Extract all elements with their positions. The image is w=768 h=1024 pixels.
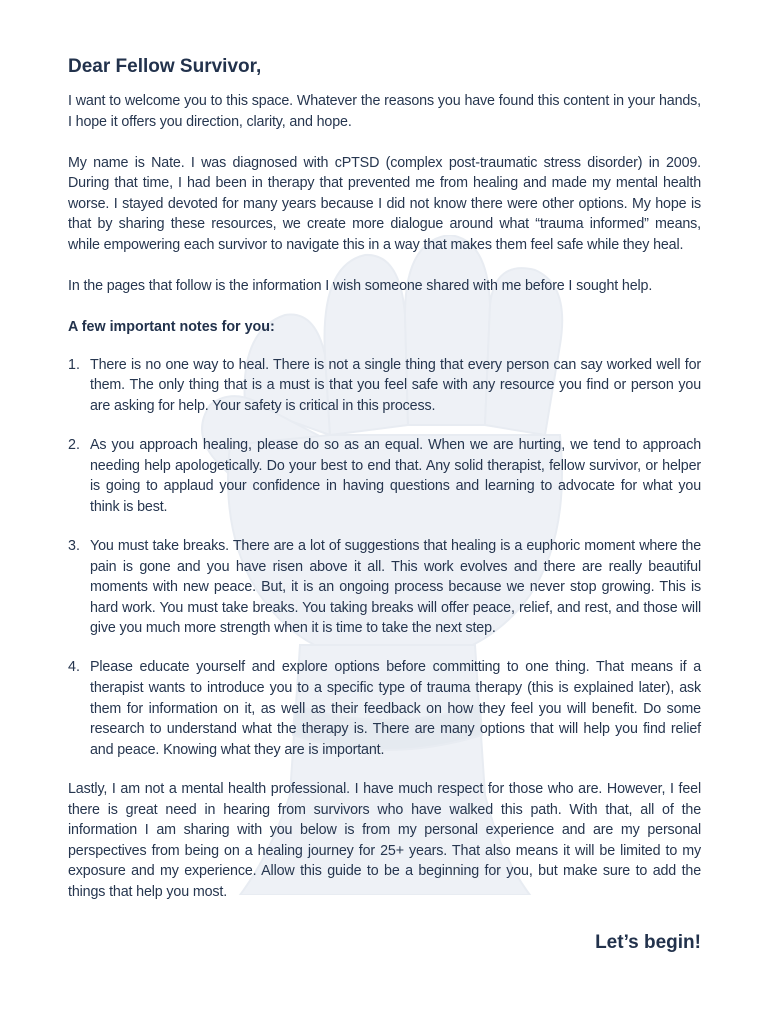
welcome-paragraph: I want to welcome you to this space. Whatever the reasons you have found this content in your hands, I hope it offers you direction, clarity, and hope. [68,93,701,130]
important-notes-list [68,355,701,761]
closing-paragraph: Lastly, I am not a mental health professional. I have much respect for those who are. However, I feel there is great need in hearing from survivors who have walked this path. With that, all of the information I am sharing with you below is from my personal experience and are my personal perspectives from being on a healing journey for 25+ years. That also means it will be limited to my exposure and my experience. Allow this guide to be a beginning for you, but make sure to add the things that help you most. [68,780,701,900]
note-number: 4. [68,659,80,676]
note-text: As you approach healing, please do so as an equal. When we are hurting, we tend to approach needing help apologetically. Do your best to end that. Any solid therapist, fellow survivor, or helper is going to applaud your confidence in having questions and learning to advocate for what you think is best. [90,437,701,515]
note-item [68,536,701,639]
pages-that-follow-paragraph: In the pages that follow is the information I wish someone shared with me before I sought help. [68,278,653,295]
salutation-heading: Dear Fellow Survivor, [68,56,262,77]
notes-heading: A few important notes for you: [68,319,275,336]
lets-begin-closing: Let’s begin! [595,931,701,953]
introduction-paragraph: My name is Nate. I was diagnosed with cPTSD (complex post-traumatic stress disorder) in 2009. During that time, I had been in therapy that prevented me from healing and made my mental health worse. I stayed devoted for many years because I did not know there were other options. My hope is that by sharing these resources, we create more dialogue around what “trauma informed” means, while empowering each survivor to navigate this in a way that makes them feel safe while they heal. [68,154,701,254]
note-item [68,657,701,760]
note-text: You must take breaks. There are a lot of suggestions that healing is a euphoric moment where the pain is gone and you have risen above it all. This work evolves and there are really beautiful moments with new peace. But, it is an ongoing process because we never stop growing. This is hard work. You must take breaks. You taking breaks will offer peace, relief, and rest, and those will give you much more strength when it is time to take the next step. [90,538,701,637]
note-number: 2. [68,437,80,454]
note-number: 1. [68,356,80,373]
note-number: 3. [68,538,80,554]
note-text: Please educate yourself and explore options before committing to one thing. That means if a therapist wants to introduce you to a specific type of trauma therapy (this is explained later), ask them for information on it, as well as their feedback on how they feel you will benefit. Do some research to understand what the therapy is. There are many options that will help you find relief and peace. Knowing what they are is important. [90,659,701,758]
note-text: There is no one way to heal. There is not a single thing that every person can say worked well for them. The only thing that is a must is that you feel safe with any resource you find or person you are asking for help. Your safety is critical in this process. [90,356,701,415]
note-item [68,355,701,417]
note-item [68,435,701,517]
